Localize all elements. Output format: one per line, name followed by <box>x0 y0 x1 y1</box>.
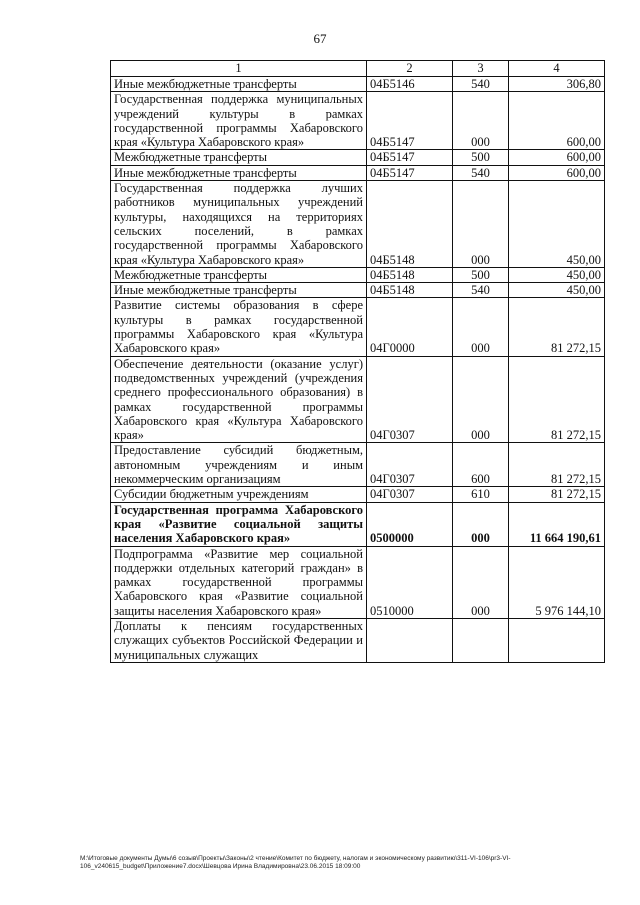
table-row <box>111 298 605 356</box>
row-code: 04Г0000 <box>367 298 453 356</box>
row-name: Межбюджетные трансферты <box>111 267 367 282</box>
table-row <box>111 618 605 662</box>
table-row <box>111 150 605 165</box>
budget-table <box>110 60 605 663</box>
file-path-footer: M:\Итоговые документы Думы\6 созыв\Проекты\Законы\2 чтение\Комитет по бюджету, налогам и экономическому развитию\311-VI-106\pr3-VI-106_v240615_budget\Приложение7.docx\Шевцова Ирина Владимировна\23.06.2015 18:09:00 <box>80 855 511 870</box>
row-code: 04Б5147 <box>367 92 453 150</box>
row-name: Развитие системы образования в сфере культуры в рамках государственной программы Хабаровского края «Культура Хабаровского края» <box>111 298 367 356</box>
table-row <box>111 487 605 502</box>
column-header: 1 <box>111 61 367 77</box>
row-expense-type: 000 <box>453 502 509 546</box>
row-expense-type: 000 <box>453 298 509 356</box>
table-row <box>111 92 605 150</box>
row-name: Межбюджетные трансферты <box>111 150 367 165</box>
row-name: Государственная программа Хабаровского края «Развитие социальной защиты населения Хабаровского края» <box>111 502 367 546</box>
column-header: 2 <box>367 61 453 77</box>
row-code: 04Б5147 <box>367 165 453 180</box>
row-code: 0510000 <box>367 546 453 618</box>
row-code: 04Б5148 <box>367 181 453 268</box>
row-expense-type: 540 <box>453 283 509 298</box>
table-row <box>111 77 605 92</box>
row-sum: 306,80 <box>509 77 605 92</box>
table-row <box>111 443 605 487</box>
row-name: Государственная поддержка лучших работников муниципальных учреждений культуры, находящихся на территориях сельских поселений, в рамках государственной программы Хабаровского края «Культура Хабаровского края» <box>111 181 367 268</box>
row-expense-type: 000 <box>453 356 509 443</box>
table-header-row <box>111 61 605 77</box>
row-sum: 11 664 190,61 <box>509 502 605 546</box>
table-row <box>111 165 605 180</box>
row-name: Субсидии бюджетным учреждениям <box>111 487 367 502</box>
row-expense-type: 600 <box>453 443 509 487</box>
row-sum: 450,00 <box>509 181 605 268</box>
row-code: 04Б5146 <box>367 77 453 92</box>
row-name: Иные межбюджетные трансферты <box>111 283 367 298</box>
row-name: Иные межбюджетные трансферты <box>111 77 367 92</box>
row-sum: 5 976 144,10 <box>509 546 605 618</box>
row-code: 04Б5147 <box>367 150 453 165</box>
row-sum: 450,00 <box>509 267 605 282</box>
row-name: Иные межбюджетные трансферты <box>111 165 367 180</box>
row-code: 0500000 <box>367 502 453 546</box>
row-name: Подпрограмма «Развитие мер социальной поддержки отдельных категорий граждан» в рамках государственной программы Хабаровского края «Развитие социальной защиты населения Хабаровского края» <box>111 546 367 618</box>
column-header: 4 <box>509 61 605 77</box>
table-row <box>111 283 605 298</box>
row-sum <box>509 618 605 662</box>
row-sum: 600,00 <box>509 165 605 180</box>
row-name: Доплаты к пенсиям государственных служащих субъектов Российской Федерации и муниципальных служащих <box>111 618 367 662</box>
row-code: 04Б5148 <box>367 267 453 282</box>
row-sum: 600,00 <box>509 92 605 150</box>
table-row <box>111 546 605 618</box>
row-code: 04Г0307 <box>367 356 453 443</box>
row-expense-type: 000 <box>453 546 509 618</box>
row-code <box>367 618 453 662</box>
column-header: 3 <box>453 61 509 77</box>
row-expense-type: 000 <box>453 181 509 268</box>
row-code: 04Г0307 <box>367 487 453 502</box>
row-name: Государственная поддержка муниципальных учреждений культуры в рамках государственной программы Хабаровского края «Культура Хабаровского края» <box>111 92 367 150</box>
row-name: Предоставление субсидий бюджетным, автономным учреждениям и иным некоммерческим организациям <box>111 443 367 487</box>
row-sum: 600,00 <box>509 150 605 165</box>
row-expense-type <box>453 618 509 662</box>
table-row <box>111 356 605 443</box>
row-expense-type: 540 <box>453 77 509 92</box>
row-sum: 81 272,15 <box>509 298 605 356</box>
row-expense-type: 500 <box>453 150 509 165</box>
row-code: 04Г0307 <box>367 443 453 487</box>
row-code: 04Б5148 <box>367 283 453 298</box>
table-row <box>111 502 605 546</box>
row-sum: 81 272,15 <box>509 356 605 443</box>
table-row <box>111 181 605 268</box>
row-sum: 450,00 <box>509 283 605 298</box>
row-expense-type: 000 <box>453 92 509 150</box>
row-expense-type: 500 <box>453 267 509 282</box>
page-number: 67 <box>313 31 327 46</box>
row-expense-type: 540 <box>453 165 509 180</box>
row-sum: 81 272,15 <box>509 443 605 487</box>
row-expense-type: 610 <box>453 487 509 502</box>
row-name: Обеспечение деятельности (оказание услуг) подведомственных учреждений (учреждения среднего профессионального образования) в рамках государственной программы Хабаровского края «Культура Хабаровского края» <box>111 356 367 443</box>
table-row <box>111 267 605 282</box>
row-sum: 81 272,15 <box>509 487 605 502</box>
